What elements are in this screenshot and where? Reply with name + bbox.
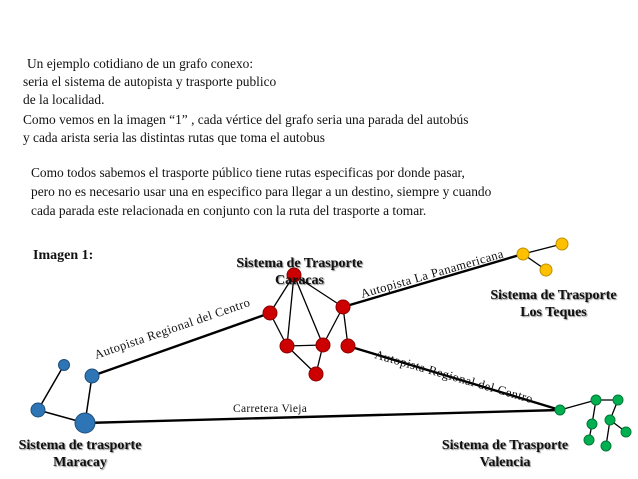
caracas-header-line-1: Sistema de Trasporte	[236, 256, 363, 271]
maracay-edge-a	[38, 365, 64, 410]
valencia-edge-1	[560, 400, 596, 410]
caracas-node-6	[341, 339, 355, 353]
valencia-node-1	[555, 405, 565, 415]
valencia-header-line-2: Valencia	[479, 455, 531, 470]
los-teques-header-line-2: Los Teques	[520, 305, 587, 320]
valencia-node-5	[605, 415, 615, 425]
paragraph-2-line-2: pero no es necesario usar una en especifico para llegar a un destino, siempre y cuando	[31, 184, 492, 199]
maracay-header-line-1: Sistema de trasporte	[18, 438, 142, 453]
maracay-node-2	[85, 369, 99, 383]
los-teques-header-line-1: Sistema de Trasporte	[490, 288, 617, 303]
maracay-node-3	[31, 403, 45, 417]
valencia-node-2	[591, 395, 601, 405]
edge-label-caracas-los-teques: Autopista La Panamericana	[358, 246, 506, 301]
maracay-node-1	[59, 360, 70, 371]
valencia-header	[425, 437, 585, 471]
caracas-node-2	[263, 306, 277, 320]
maracay-node-4	[75, 413, 95, 433]
valencia-node-8	[621, 427, 631, 437]
caracas-node-5	[316, 338, 330, 352]
intro-line-2: seria el sistema de autopista y trasporte publico	[23, 74, 277, 89]
caracas-node-7	[309, 367, 323, 381]
maracay-cluster	[31, 360, 99, 434]
edge-label-maracay-valencia: Carretera Vieja	[233, 403, 308, 415]
los-teques-header	[476, 287, 631, 321]
los-teques-node-2	[556, 238, 568, 250]
maracay-header	[0, 437, 160, 471]
valencia-node-7	[601, 441, 611, 451]
caracas-header-line-2: Caracas	[275, 273, 324, 288]
los-teques-node-1	[517, 248, 529, 260]
intro-line-3: de la localidad.	[23, 92, 105, 107]
valencia-header-line-1: Sistema de Trasporte	[441, 438, 569, 453]
valencia-node-6	[584, 435, 594, 445]
caracas-node-3	[336, 300, 350, 314]
caracas-header	[217, 255, 382, 289]
intro-line-4: Como vemos en la imagen “1” , cada vértice del grafo seria una parada del autobús	[23, 112, 469, 127]
edge-maracay-valencia	[85, 410, 560, 423]
figure-label: Imagen 1:	[33, 248, 94, 263]
intro-line-5: y cada arista seria las distintas rutas que toma el autobus	[23, 130, 325, 145]
paragraph-2-line-1: Como todos sabemos el trasporte público tiene rutas especificas por donde pasar,	[31, 165, 465, 180]
los-teques-node-3	[540, 264, 552, 276]
maracay-header-line-2: Maracay	[53, 455, 107, 470]
valencia-node-3	[613, 395, 623, 405]
edge-label-caracas-valencia: Autopista Regional del Centro	[373, 347, 535, 407]
paragraph-2-line-3: cada parada este relacionada en conjunto con la ruta del trasporte a tomar.	[31, 203, 427, 218]
valencia-node-4	[587, 419, 597, 429]
edge-label-maracay-caracas: Autopista Regional del Centro	[92, 295, 253, 362]
los-teques-cluster	[517, 238, 568, 276]
intro-line-1: Un ejemplo cotidiano de un grafo conexo:	[27, 56, 254, 71]
caracas-node-4	[280, 339, 294, 353]
